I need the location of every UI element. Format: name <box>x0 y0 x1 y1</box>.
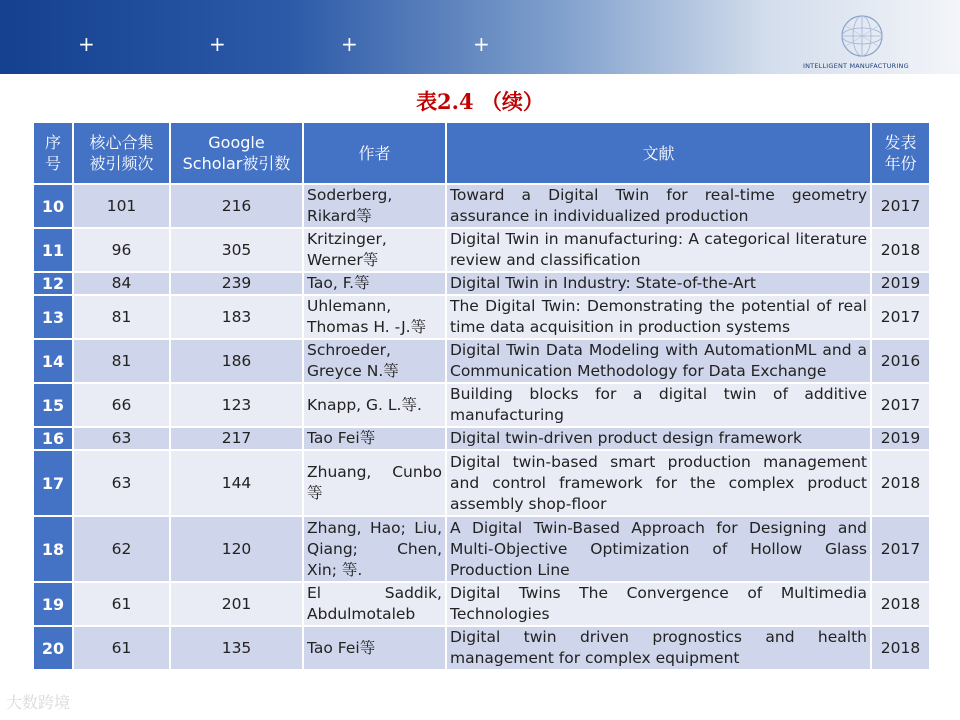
header-cell-title: 文献 <box>446 122 871 184</box>
header-cell-core-citations: 核心合集 被引频次 <box>73 122 170 184</box>
year-cell: 2018 <box>871 626 930 670</box>
google-scholar-cell: 183 <box>170 295 303 339</box>
table-row <box>33 383 930 427</box>
row-number-cell: 12 <box>33 272 73 295</box>
google-scholar-cell: 305 <box>170 228 303 272</box>
author-cell: Tao Fei等 <box>303 427 446 450</box>
year-cell: 2017 <box>871 295 930 339</box>
table-row <box>33 272 930 295</box>
year-cell: 2018 <box>871 582 930 626</box>
core-citations-cell: 96 <box>73 228 170 272</box>
plus-mark: + <box>78 32 95 56</box>
title-cell: Building blocks for a digital twin of additive manufacturing <box>446 383 871 427</box>
title-cell: Digital Twin Data Modeling with AutomationML and a Communication Methodology for Data Exchange <box>446 339 871 383</box>
row-number-cell: 19 <box>33 582 73 626</box>
table-row <box>33 427 930 450</box>
year-cell: 2017 <box>871 383 930 427</box>
table-title: 表2.4 （续） <box>416 89 544 114</box>
citation-table <box>32 121 931 671</box>
author-cell: Schroeder, Greyce N.等 <box>303 339 446 383</box>
plus-mark: + <box>341 32 358 56</box>
header-cell-no: 序 号 <box>33 122 73 184</box>
year-cell: 2017 <box>871 516 930 582</box>
core-citations-cell: 66 <box>73 383 170 427</box>
year-cell: 2019 <box>871 427 930 450</box>
table-row <box>33 582 930 626</box>
row-number-cell: 15 <box>33 383 73 427</box>
header-cell-author: 作者 <box>303 122 446 184</box>
plus-mark: + <box>209 32 226 56</box>
google-scholar-cell: 120 <box>170 516 303 582</box>
core-citations-cell: 81 <box>73 339 170 383</box>
row-number-cell: 14 <box>33 339 73 383</box>
table-row <box>33 295 930 339</box>
title-cell: Digital Twin in Industry: State-of-the-Art <box>446 272 871 295</box>
year-cell: 2017 <box>871 184 930 228</box>
row-number-cell: 11 <box>33 228 73 272</box>
table-body <box>33 184 930 670</box>
google-scholar-cell: 239 <box>170 272 303 295</box>
plus-mark: + <box>473 32 490 56</box>
title-cell: Digital twin driven prognostics and health management for complex equipment <box>446 626 871 670</box>
google-scholar-cell: 123 <box>170 383 303 427</box>
title-cell: A Digital Twin-Based Approach for Designing and Multi-Objective Optimization of Hollow Glass Production Line <box>446 516 871 582</box>
author-cell: Tao, F.等 <box>303 272 446 295</box>
title-cell: Digital Twin in manufacturing: A categorical literature review and classification <box>446 228 871 272</box>
header-cell-google-scholar: Google Scholar被引数 <box>170 122 303 184</box>
author-cell: El Saddik, Abdulmotaleb <box>303 582 446 626</box>
table-row <box>33 184 930 228</box>
author-cell: Knapp, G. L.等. <box>303 383 446 427</box>
core-citations-cell: 63 <box>73 427 170 450</box>
google-scholar-cell: 201 <box>170 582 303 626</box>
header-cell-year: 发表 年份 <box>871 122 930 184</box>
core-citations-cell: 84 <box>73 272 170 295</box>
google-scholar-cell: 217 <box>170 427 303 450</box>
title-cell: Toward a Digital Twin for real-time geometry assurance in individualized production <box>446 184 871 228</box>
google-scholar-cell: 216 <box>170 184 303 228</box>
google-scholar-cell: 186 <box>170 339 303 383</box>
title-cell: The Digital Twin: Demonstrating the potential of real time data acquisition in production systems <box>446 295 871 339</box>
brand-text: INTELLIGENT MANUFACTURING <box>803 62 909 70</box>
table-row <box>33 228 930 272</box>
author-cell: Tao Fei等 <box>303 626 446 670</box>
watermark: 大数跨境 <box>6 693 71 712</box>
table-row <box>33 516 930 582</box>
table-header <box>33 122 930 184</box>
row-number-cell: 20 <box>33 626 73 670</box>
title-cell: Digital twin-driven product design framework <box>446 427 871 450</box>
globe-logo-icon <box>840 14 884 58</box>
row-number-cell: 16 <box>33 427 73 450</box>
table-row <box>33 339 930 383</box>
google-scholar-cell: 135 <box>170 626 303 670</box>
title-cell: Digital twin-based smart production management and control framework for the complex product assembly shop-floor <box>446 450 871 516</box>
author-cell: Zhang, Hao; Liu, Qiang; Chen, Xin; 等. <box>303 516 446 582</box>
core-citations-cell: 81 <box>73 295 170 339</box>
core-citations-cell: 63 <box>73 450 170 516</box>
row-number-cell: 10 <box>33 184 73 228</box>
title-cell: Digital Twins The Convergence of Multimedia Technologies <box>446 582 871 626</box>
row-number-cell: 17 <box>33 450 73 516</box>
author-cell: Soderberg, Rikard等 <box>303 184 446 228</box>
row-number-cell: 18 <box>33 516 73 582</box>
google-scholar-cell: 144 <box>170 450 303 516</box>
core-citations-cell: 101 <box>73 184 170 228</box>
core-citations-cell: 61 <box>73 626 170 670</box>
core-citations-cell: 61 <box>73 582 170 626</box>
year-cell: 2016 <box>871 339 930 383</box>
table-row <box>33 450 930 516</box>
row-number-cell: 13 <box>33 295 73 339</box>
author-cell: Uhlemann, Thomas H. -J.等 <box>303 295 446 339</box>
year-cell: 2018 <box>871 228 930 272</box>
table-row <box>33 626 930 670</box>
author-cell: Kritzinger, Werner等 <box>303 228 446 272</box>
year-cell: 2019 <box>871 272 930 295</box>
year-cell: 2018 <box>871 450 930 516</box>
author-cell: Zhuang, Cunbo 等 <box>303 450 446 516</box>
core-citations-cell: 62 <box>73 516 170 582</box>
